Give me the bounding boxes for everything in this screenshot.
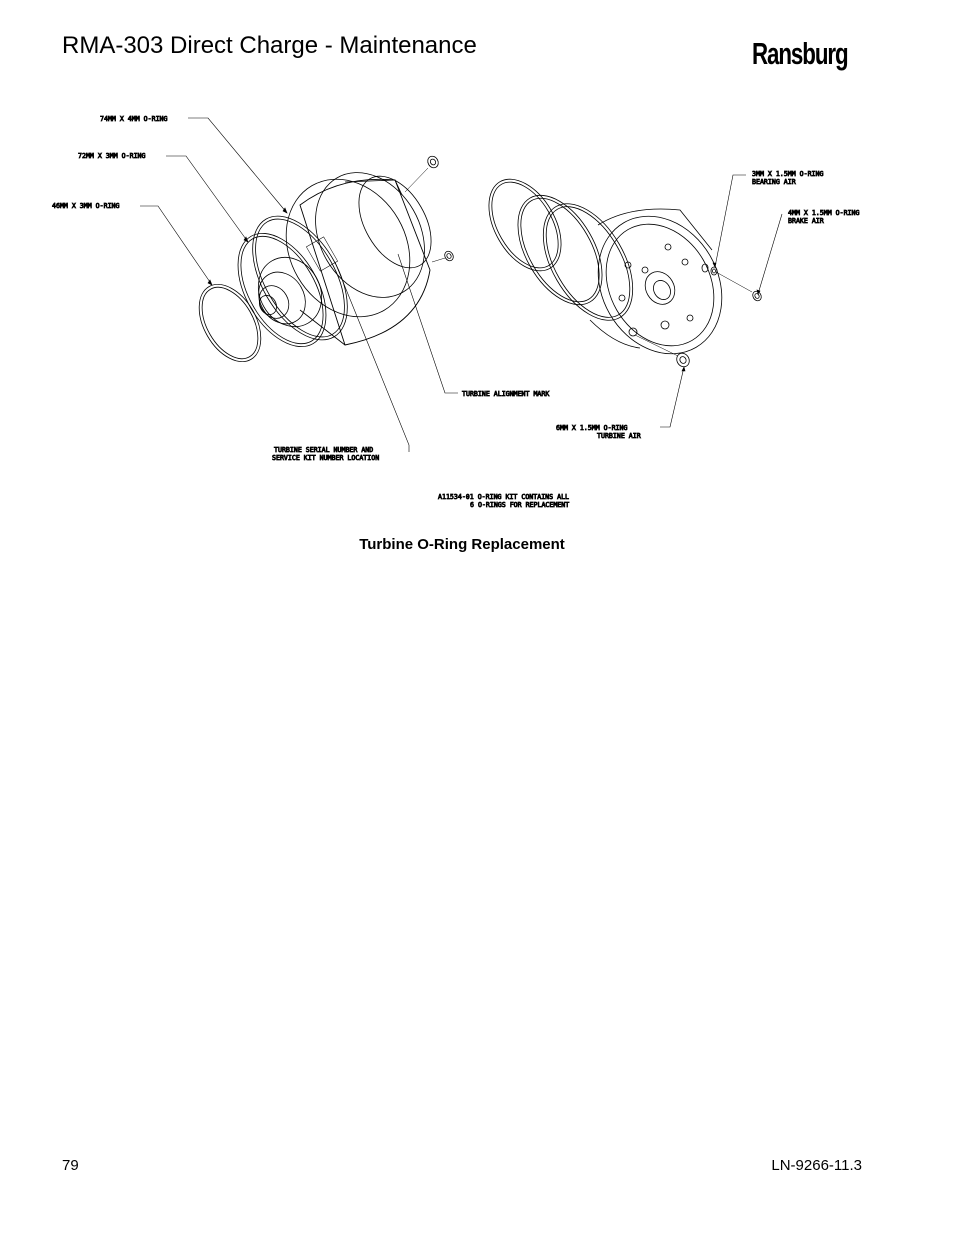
label-turbine-air: TURBINE AIR bbox=[597, 432, 641, 440]
label-turbine-air-oring: 6MM X 1.5MM O-RING bbox=[556, 424, 628, 432]
label-oring-74mm: 74MM X 4MM O-RING bbox=[100, 115, 168, 123]
figure-caption: Turbine O-Ring Replacement bbox=[359, 536, 565, 553]
left-turbine-drawing bbox=[246, 153, 455, 345]
page-number: 79 bbox=[62, 1157, 79, 1174]
oring-74mm-drawing bbox=[233, 200, 367, 356]
label-bearing-air: BEARING AIR bbox=[752, 178, 796, 186]
page-title: RMA-303 Direct Charge - Maintenance bbox=[62, 32, 477, 59]
label-alignment-mark: TURBINE ALIGNMENT MARK bbox=[462, 390, 550, 398]
label-kit-contents: A11534-01 O-RING KIT CONTAINS ALL bbox=[438, 493, 570, 501]
label-service-kit-location: SERVICE KIT NUMBER LOCATION bbox=[272, 454, 380, 462]
document-number: LN-9266-11.3 bbox=[771, 1157, 862, 1174]
leader-lines bbox=[140, 118, 782, 452]
label-bearing-air-oring: 3MM X 1.5MM O-RING bbox=[752, 170, 824, 178]
label-brake-air: BRAKE AIR bbox=[788, 217, 824, 225]
oring-46mm-drawing bbox=[186, 274, 273, 373]
ransburg-logo: Ransburg bbox=[752, 36, 848, 71]
label-brake-air-oring: 4MM X 1.5MM O-RING bbox=[788, 209, 860, 217]
turbine-exploded-diagram bbox=[0, 0, 954, 560]
label-oring-46mm: 46MM X 3MM O-RING bbox=[52, 202, 120, 210]
label-oring-72mm: 72MM X 3MM O-RING bbox=[78, 152, 146, 160]
label-serial-number: TURBINE SERIAL NUMBER AND bbox=[274, 446, 374, 454]
right-turbine-drawing bbox=[474, 167, 763, 377]
label-kit-replacement: 6 O-RINGS FOR REPLACEMENT bbox=[470, 501, 570, 509]
